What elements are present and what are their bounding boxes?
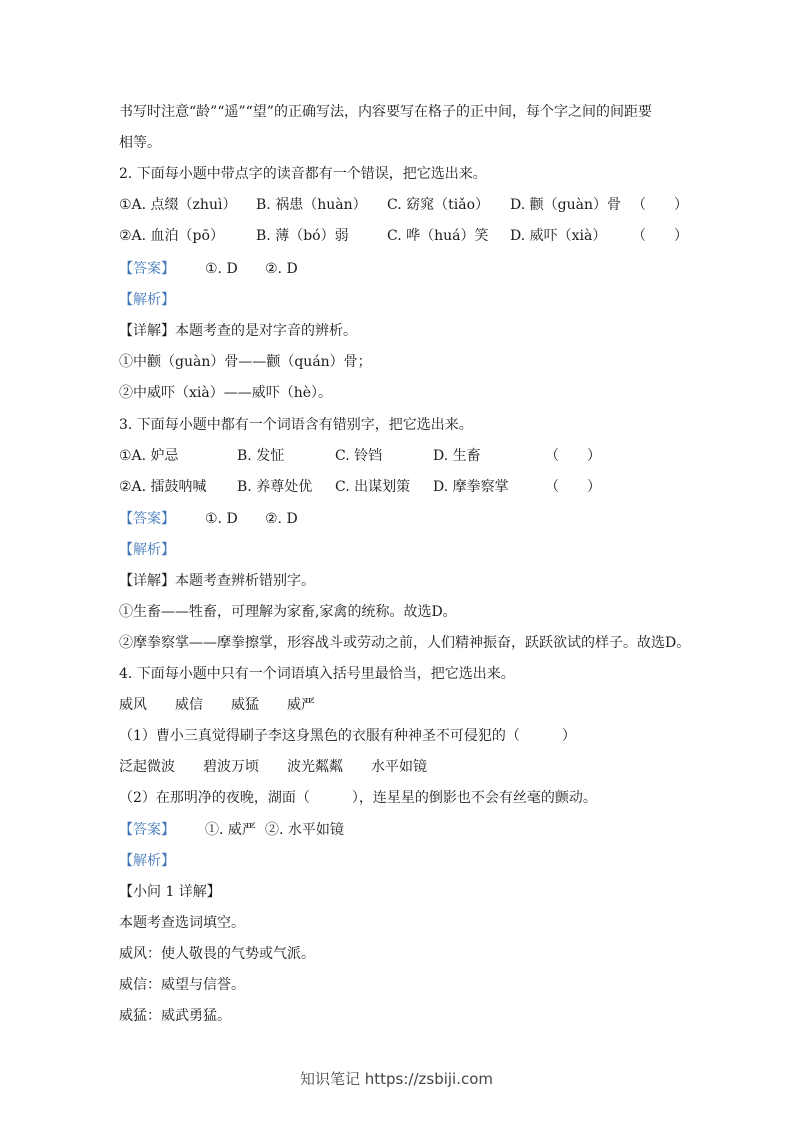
option: C. 出谋划策 bbox=[335, 479, 411, 495]
question-4-sentence-2: （2）在那明净的夜晚，湖面（ ），连星星的倒影也不会有丝毫的颤动。 bbox=[119, 790, 597, 806]
option: ②A. 血泊（pō） bbox=[119, 228, 224, 244]
option: D. 颧（guàn）骨 bbox=[510, 197, 621, 213]
question-3-row-2 bbox=[119, 475, 601, 499]
answer-value: ②. 水平如镜 bbox=[265, 822, 344, 838]
detail-tag: 【详解】 bbox=[119, 323, 175, 339]
option: D. 威吓（xià） bbox=[510, 228, 607, 244]
option: D. 摩拳察掌 bbox=[433, 479, 509, 495]
text-line: 书写时注意“龄”“遥”“望”的正确写法，内容要写在格子的正中间，每个字之间的间距要 bbox=[119, 104, 652, 120]
answer-tag: 【答案】 bbox=[119, 261, 175, 277]
text-line: ①中颧（guàn）骨——颧（quán）骨； bbox=[119, 354, 372, 370]
word-choice: 威风 bbox=[119, 697, 147, 713]
text-line: 威风：使人敬畏的气势或气派。 bbox=[119, 946, 315, 962]
answer-value: ①. D bbox=[205, 511, 238, 527]
answer-blank: （ ） bbox=[632, 197, 688, 213]
word-choices-1 bbox=[119, 693, 315, 717]
answer-blank: （ ） bbox=[545, 448, 601, 464]
question-2: 2. 下面每小题中带点字的读音都有一个错误，把它选出来。 bbox=[119, 166, 487, 182]
option: C. 窈窕（tiǎo） bbox=[387, 197, 489, 213]
answer-tag: 【答案】 bbox=[119, 822, 175, 838]
word-choice: 泛起微波 bbox=[119, 759, 175, 775]
detail-text: 本题考查的是对字音的辨析。 bbox=[175, 323, 357, 339]
analysis-tag: 【解析】 bbox=[119, 292, 175, 308]
analysis-tag: 【解析】 bbox=[119, 853, 175, 869]
text-line: ①生畜——牲畜，可理解为家畜,家禽的统称。故选D。 bbox=[119, 604, 457, 620]
text-line: 威猛：威武勇猛。 bbox=[119, 1008, 231, 1024]
answer-blank: （ ） bbox=[545, 479, 601, 495]
option: B. 养尊处优 bbox=[237, 479, 313, 495]
question-3-row-1 bbox=[119, 444, 601, 468]
question-3: 3. 下面每小题中都有一个词语含有错别字，把它选出来。 bbox=[119, 417, 473, 433]
answer-row bbox=[119, 257, 298, 281]
text-line: 威信：威望与信誉。 bbox=[119, 977, 245, 993]
option: C. 哗（huá）笑 bbox=[387, 228, 489, 244]
answer-value: ②. D bbox=[265, 511, 298, 527]
answer-row bbox=[119, 818, 344, 842]
analysis-tag: 【解析】 bbox=[119, 542, 175, 558]
word-choice: 威信 bbox=[175, 697, 203, 713]
text-line: 相等。 bbox=[119, 135, 161, 151]
option: B. 祸患（huàn） bbox=[256, 197, 367, 213]
word-choices-2 bbox=[119, 755, 427, 779]
sub-question-heading: 【小问 1 详解】 bbox=[119, 884, 221, 900]
footer-watermark: 知识笔记 https://zsbiji.com bbox=[299, 1070, 494, 1088]
word-choice: 威猛 bbox=[231, 697, 259, 713]
answer-value: ②. D bbox=[265, 261, 298, 277]
question-2-row-1 bbox=[119, 193, 688, 217]
word-choice: 碧波万顷 bbox=[203, 759, 259, 775]
option: ②A. 擂鼓呐喊 bbox=[119, 479, 207, 495]
question-4: 4. 下面每小题中只有一个词语填入括号里最恰当，把它选出来。 bbox=[119, 666, 515, 682]
option: B. 薄（bó）弱 bbox=[256, 228, 349, 244]
detail-row bbox=[119, 569, 315, 593]
detail-row bbox=[119, 319, 357, 343]
option: B. 发怔 bbox=[237, 448, 285, 464]
option: D. 生畜 bbox=[433, 448, 481, 464]
word-choice: 波光粼粼 bbox=[287, 759, 343, 775]
detail-tag: 【详解】 bbox=[119, 573, 175, 589]
text-line: ②摩拳察掌——摩拳擦掌，形容战斗或劳动之前，人们精神振奋，跃跃欲试的样子。故选D。 bbox=[119, 635, 691, 651]
answer-blank: （ ） bbox=[632, 228, 688, 244]
text-line: ②中威吓（xià）——威吓（hè）。 bbox=[119, 385, 333, 401]
answer-row bbox=[119, 507, 298, 531]
option: ①A. 点缀（zhuì） bbox=[119, 197, 237, 213]
answer-value: ①. D bbox=[205, 261, 238, 277]
option: ①A. 妒忌 bbox=[119, 448, 179, 464]
word-choice: 水平如镜 bbox=[371, 759, 427, 775]
question-2-row-2 bbox=[119, 224, 688, 248]
word-choice: 威严 bbox=[287, 697, 315, 713]
text-line: 本题考查选词填空。 bbox=[119, 915, 245, 931]
detail-text: 本题考查辨析错别字。 bbox=[175, 573, 315, 589]
option: C. 铃铛 bbox=[335, 448, 383, 464]
answer-tag: 【答案】 bbox=[119, 511, 175, 527]
answer-value: ①. 威严 bbox=[205, 822, 256, 838]
question-4-sentence-1: （1）曹小三真觉得刷子李这身黑色的衣服有种神圣不可侵犯的（ ） bbox=[119, 728, 576, 744]
